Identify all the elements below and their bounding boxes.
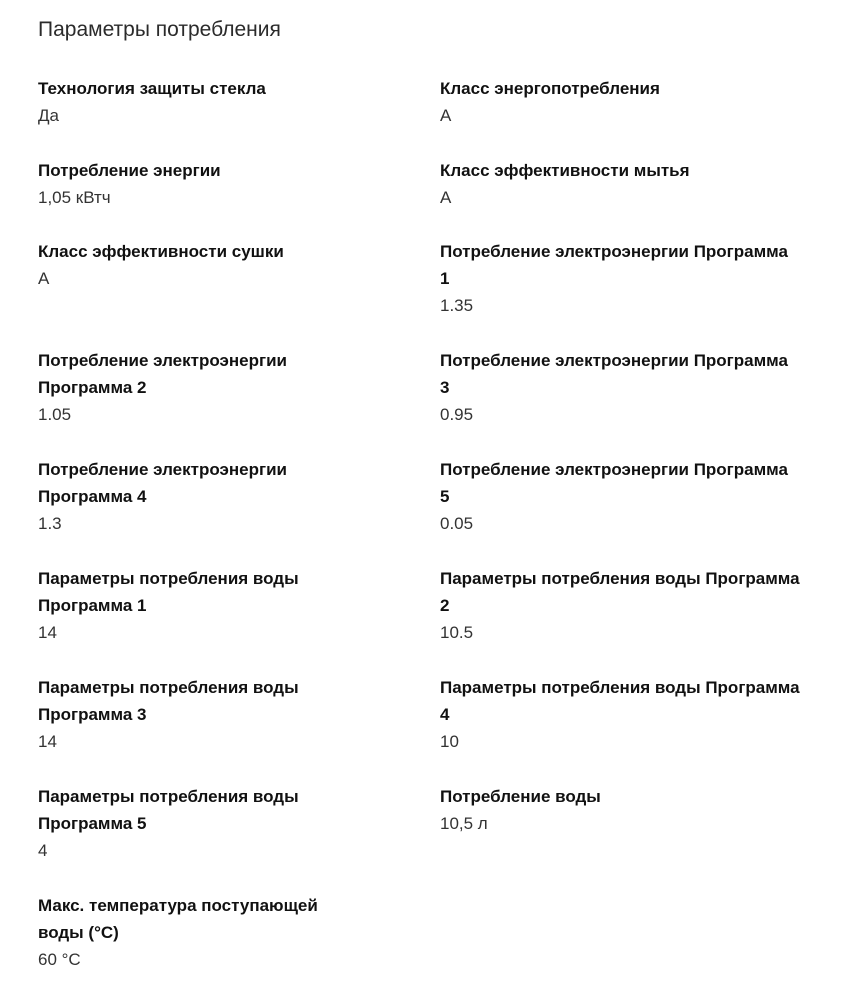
spec-value: 0.95	[440, 405, 474, 424]
spec-drying-class	[38, 238, 383, 292]
spec-washing-class	[440, 157, 845, 211]
spec-label-line2: Программа 1	[38, 596, 147, 615]
spec-value: A	[440, 106, 452, 125]
spec-water-consumption	[440, 783, 845, 837]
spec-value: 4	[38, 841, 48, 860]
spec-energy-class	[440, 75, 845, 129]
spec-label: Потребление электроэнергии Программа	[440, 351, 788, 370]
spec-value: 14	[38, 732, 57, 751]
spec-water-program-4	[440, 674, 845, 755]
spec-value: 1,05 кВтч	[38, 188, 111, 207]
spec-label: Параметры потребления воды Программа	[440, 678, 800, 697]
spec-value: 14	[38, 623, 57, 642]
section-title: Параметры потребления	[38, 18, 281, 41]
spec-label: Потребление воды	[440, 787, 601, 806]
spec-energy-program-5	[440, 456, 845, 537]
spec-label: Класс эффективности сушки	[38, 242, 284, 261]
spec-label: Макс. температура поступающей	[38, 896, 318, 915]
spec-energy-program-3	[440, 347, 845, 428]
spec-label: Технология защиты стекла	[38, 79, 266, 98]
spec-label: Класс эффективности мытья	[440, 161, 690, 180]
spec-label: Параметры потребления воды	[38, 569, 299, 588]
spec-water-program-3	[38, 674, 383, 755]
spec-label-line2: Программа 5	[38, 814, 147, 833]
spec-energy-program-1	[440, 238, 845, 319]
spec-value: 0.05	[440, 514, 474, 533]
spec-energy-program-2	[38, 347, 383, 428]
spec-value: 10	[440, 732, 459, 751]
spec-label-line2: 1	[440, 269, 450, 288]
spec-label-line2: 3	[440, 378, 450, 397]
spec-max-inlet-temperature	[38, 892, 383, 973]
spec-water-program-2	[440, 565, 845, 646]
spec-label-line2: Программа 3	[38, 705, 147, 724]
spec-value: A	[38, 269, 50, 288]
spec-label-line2: 2	[440, 596, 450, 615]
spec-water-program-1	[38, 565, 383, 646]
spec-energy-program-4	[38, 456, 383, 537]
spec-label: Потребление электроэнергии Программа	[440, 242, 788, 261]
spec-label: Потребление электроэнергии	[38, 351, 287, 370]
spec-value: 10.5	[440, 623, 474, 642]
spec-value: 1.05	[38, 405, 72, 424]
spec-value: 10,5 л	[440, 814, 488, 833]
spec-glass-protection	[38, 75, 383, 129]
spec-energy-consumption	[38, 157, 383, 211]
spec-label: Параметры потребления воды	[38, 678, 299, 697]
spec-label-line2: воды (°C)	[38, 923, 119, 942]
spec-label-line2: Программа 2	[38, 378, 147, 397]
spec-value: A	[440, 188, 452, 207]
spec-value: 60 °C	[38, 950, 81, 969]
spec-label: Потребление энергии	[38, 161, 221, 180]
spec-water-program-5	[38, 783, 383, 864]
spec-label: Потребление электроэнергии Программа	[440, 460, 788, 479]
spec-label: Потребление электроэнергии	[38, 460, 287, 479]
spec-label-line2: Программа 4	[38, 487, 147, 506]
spec-label: Параметры потребления воды Программа	[440, 569, 800, 588]
spec-label-line2: 5	[440, 487, 450, 506]
spec-label: Параметры потребления воды	[38, 787, 299, 806]
spec-value: Да	[38, 106, 59, 125]
spec-label: Класс энергопотребления	[440, 79, 660, 98]
spec-value: 1.35	[440, 296, 474, 315]
spec-label-line2: 4	[440, 705, 450, 724]
spec-value: 1.3	[38, 514, 62, 533]
